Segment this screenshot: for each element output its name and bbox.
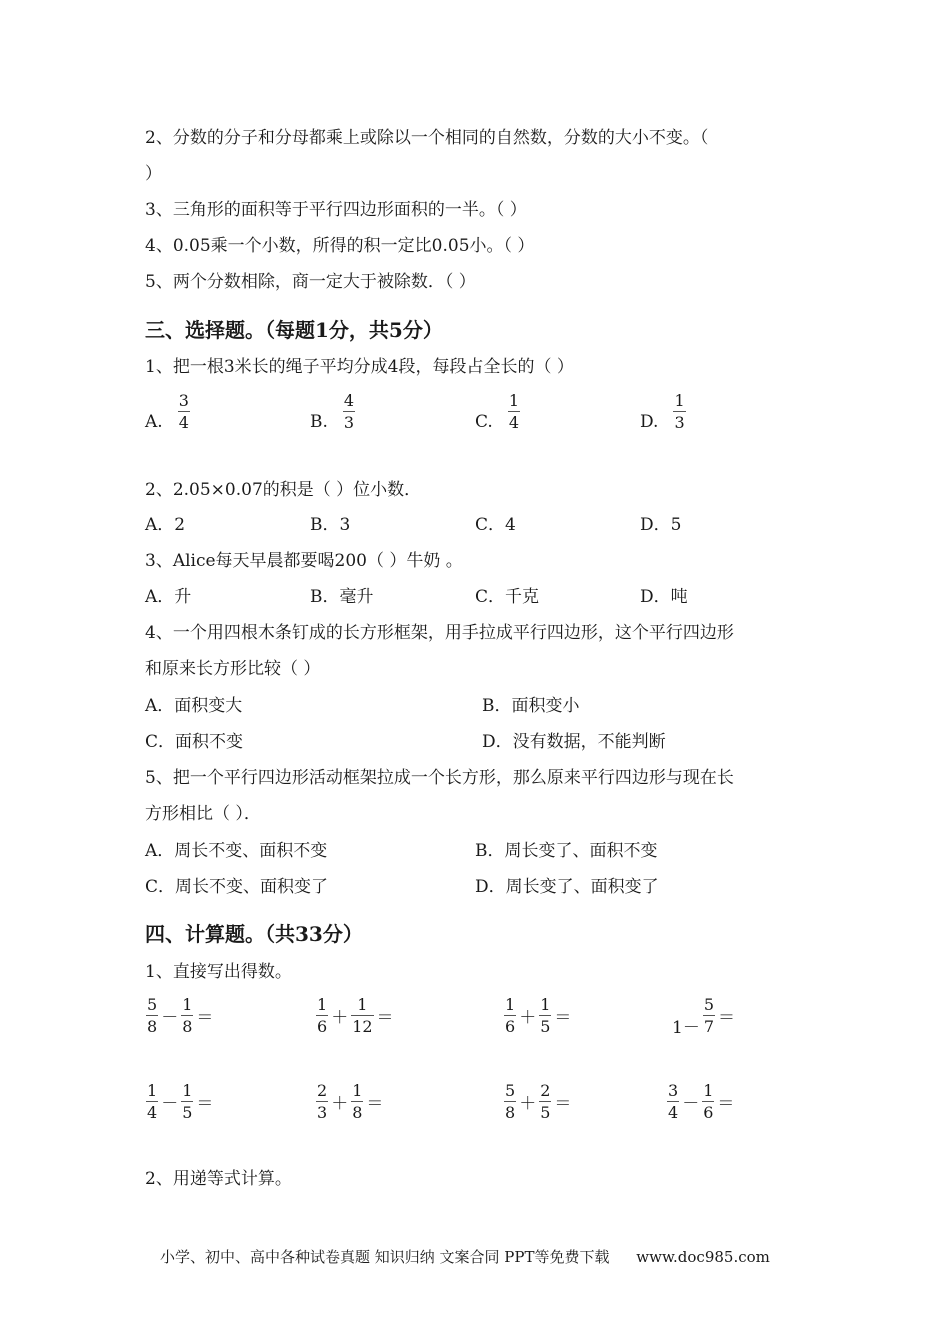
operator: ＋ — [519, 1094, 537, 1114]
judge-item-2-cont: ） — [145, 164, 162, 184]
whole-number-prefix: 1－ — [672, 1018, 700, 1038]
denominator: 6 — [317, 1017, 328, 1036]
footer-url-link[interactable]: www.doc985.com — [636, 1248, 770, 1266]
equals-sign: ＝ — [196, 1008, 214, 1028]
choice-q3: 3、Alice每天早晨都要喝200（ ）牛奶 。 — [145, 551, 463, 571]
option-label: B. — [310, 411, 328, 432]
judge-item-4: 4、0.05乘一个小数，所得的积一定比0.05小。（ ） — [145, 236, 535, 256]
fraction — [504, 1082, 516, 1121]
denominator: 3 — [317, 1103, 328, 1122]
numerator: 5 — [147, 995, 158, 1014]
numerator: 1 — [540, 995, 551, 1014]
choice-q5-line1: 5、把一个平行四边形活动框架拉成一个长方形，那么原来平行四边形与现在长 — [145, 768, 734, 788]
judge-item-3: 3、三角形的面积等于平行四边形面积的一半。（ ） — [145, 200, 527, 220]
denominator: 4 — [508, 413, 519, 432]
choice-q4-option-b: B．面积变小 — [482, 696, 580, 716]
choice-q3-option-c: C．千克 — [475, 587, 540, 607]
numerator: 1 — [182, 995, 193, 1014]
calc-q1: 1、直接写出得数。 — [145, 962, 292, 982]
section-4-heading: 四、计算题。（共33分） — [145, 922, 363, 946]
equals-sign: ＝ — [376, 1008, 394, 1028]
denominator: 4 — [178, 413, 189, 432]
choice-q4-line1: 4、一个用四根木条钉成的长方形框架，用手拉成平行四边形，这个平行四边形 — [145, 623, 734, 643]
choice-q2-option-b: B．3 — [310, 515, 351, 535]
option-label: C. — [475, 411, 493, 432]
numerator: 5 — [703, 995, 715, 1014]
fraction — [178, 392, 190, 431]
numerator: 1 — [674, 391, 685, 410]
denominator: 3 — [343, 413, 355, 432]
calc-expr-2 — [315, 996, 396, 1035]
choice-q5-option-d: D．周长变了、面积变了 — [475, 877, 659, 897]
numerator: 4 — [343, 391, 355, 410]
footer-text: 小学、初中、高中各种试卷真题 知识归纳 文案合同 PPT等免费下载 — [160, 1248, 610, 1266]
fraction — [146, 996, 158, 1035]
fraction — [539, 1082, 551, 1121]
fraction — [667, 1082, 679, 1121]
option-label: D. — [640, 411, 659, 432]
denominator: 6 — [703, 1103, 714, 1122]
judge-item-5: 5、两个分数相除，商一定大于被除数．（ ） — [145, 272, 476, 292]
fraction — [508, 392, 520, 431]
numerator: 1 — [508, 391, 519, 410]
choice-q4-option-d: D．没有数据，不能判断 — [482, 732, 666, 752]
fraction — [316, 1082, 328, 1121]
denominator: 7 — [703, 1017, 715, 1036]
choice-q1: 1、把一根3米长的绳子平均分成4段，每段占全长的（ ） — [145, 357, 574, 377]
numerator: 5 — [505, 1081, 516, 1100]
denominator: 8 — [182, 1017, 193, 1036]
choice-q4-line2: 和原来长方形比较（ ） — [145, 659, 321, 679]
fraction — [316, 996, 328, 1035]
choice-q5-option-c: C．周长不变、面积变了 — [145, 877, 329, 897]
numerator: 1 — [703, 1081, 714, 1100]
calc-expr-1 — [145, 996, 215, 1035]
denominator: 3 — [674, 413, 685, 432]
denominator: 8 — [147, 1017, 158, 1036]
fraction — [351, 1082, 363, 1121]
calc-expr-6 — [315, 1082, 385, 1121]
fraction — [181, 1082, 193, 1121]
choice-q3-option-d: D．吨 — [640, 587, 688, 607]
operator: ＋ — [331, 1094, 349, 1114]
option-label: A. — [145, 411, 163, 432]
choice-q1-option-c — [475, 392, 521, 431]
choice-q1-option-a — [145, 392, 191, 431]
numerator: 1 — [317, 995, 328, 1014]
denominator: 12 — [352, 1017, 373, 1036]
fraction — [702, 1082, 714, 1121]
numerator: 3 — [668, 1081, 679, 1100]
fraction — [343, 392, 355, 431]
calc-expr-7 — [503, 1082, 573, 1121]
calc-expr-3 — [503, 996, 573, 1035]
denominator: 5 — [540, 1017, 551, 1036]
denominator: 5 — [540, 1103, 551, 1122]
operator: ＋ — [519, 1008, 537, 1028]
numerator: 1 — [352, 1081, 363, 1100]
equals-sign: ＝ — [554, 1008, 572, 1028]
numerator: 3 — [178, 391, 189, 410]
page-footer — [160, 1246, 770, 1267]
choice-q5-line2: 方形相比（ ）． — [145, 804, 261, 824]
numerator: 1 — [505, 995, 516, 1014]
equals-sign: ＝ — [717, 1094, 735, 1114]
equals-sign: ＝ — [196, 1094, 214, 1114]
denominator: 5 — [182, 1103, 193, 1122]
choice-q5-option-a: A．周长不变、面积不变 — [145, 841, 328, 861]
equals-sign: ＝ — [554, 1094, 572, 1114]
operator: ＋ — [331, 1008, 349, 1028]
denominator: 4 — [147, 1103, 158, 1122]
calc-expr-5 — [145, 1082, 215, 1121]
operator: － — [161, 1094, 179, 1114]
fraction — [181, 996, 193, 1035]
fraction — [673, 392, 685, 431]
choice-q1-option-b — [310, 392, 356, 431]
fraction — [146, 1082, 158, 1121]
numerator: 1 — [182, 1081, 193, 1100]
denominator: 6 — [505, 1017, 516, 1036]
fraction — [703, 996, 715, 1035]
numerator: 1 — [357, 995, 368, 1014]
choice-q4-option-c: C．面积不变 — [145, 732, 244, 752]
equals-sign: ＝ — [718, 1008, 736, 1028]
choice-q2-option-a: A．2 — [145, 515, 186, 535]
calc-expr-8 — [666, 1082, 736, 1121]
choice-q3-option-b: B．毫升 — [310, 587, 374, 607]
equals-sign: ＝ — [366, 1094, 384, 1114]
choice-q3-option-a: A．升 — [145, 587, 192, 607]
fraction — [351, 996, 373, 1035]
denominator: 4 — [668, 1103, 679, 1122]
judge-item-2: 2、分数的分子和分母都乘上或除以一个相同的自然数，分数的大小不变。（ — [145, 128, 709, 148]
fraction — [539, 996, 551, 1035]
calc-q2: 2、用递等式计算。 — [145, 1169, 292, 1189]
numerator: 2 — [540, 1081, 551, 1100]
calc-expr-4 — [670, 995, 737, 1038]
denominator: 8 — [505, 1103, 516, 1122]
denominator: 8 — [352, 1103, 363, 1122]
numerator: 2 — [317, 1081, 328, 1100]
fraction — [504, 996, 516, 1035]
section-3-heading: 三、选择题。（每题1分，共5分） — [145, 318, 443, 342]
choice-q1-option-d — [640, 392, 687, 431]
operator: － — [161, 1008, 179, 1028]
operator: － — [682, 1094, 700, 1114]
choice-q4-option-a: A．面积变大 — [145, 696, 243, 716]
choice-q2-option-c: C．4 — [475, 515, 516, 535]
numerator: 1 — [147, 1081, 158, 1100]
choice-q5-option-b: B．周长变了、面积不变 — [475, 841, 658, 861]
choice-q2-option-d: D．5 — [640, 515, 682, 535]
choice-q2: 2、2.05×0.07的积是（ ）位小数． — [145, 480, 422, 500]
